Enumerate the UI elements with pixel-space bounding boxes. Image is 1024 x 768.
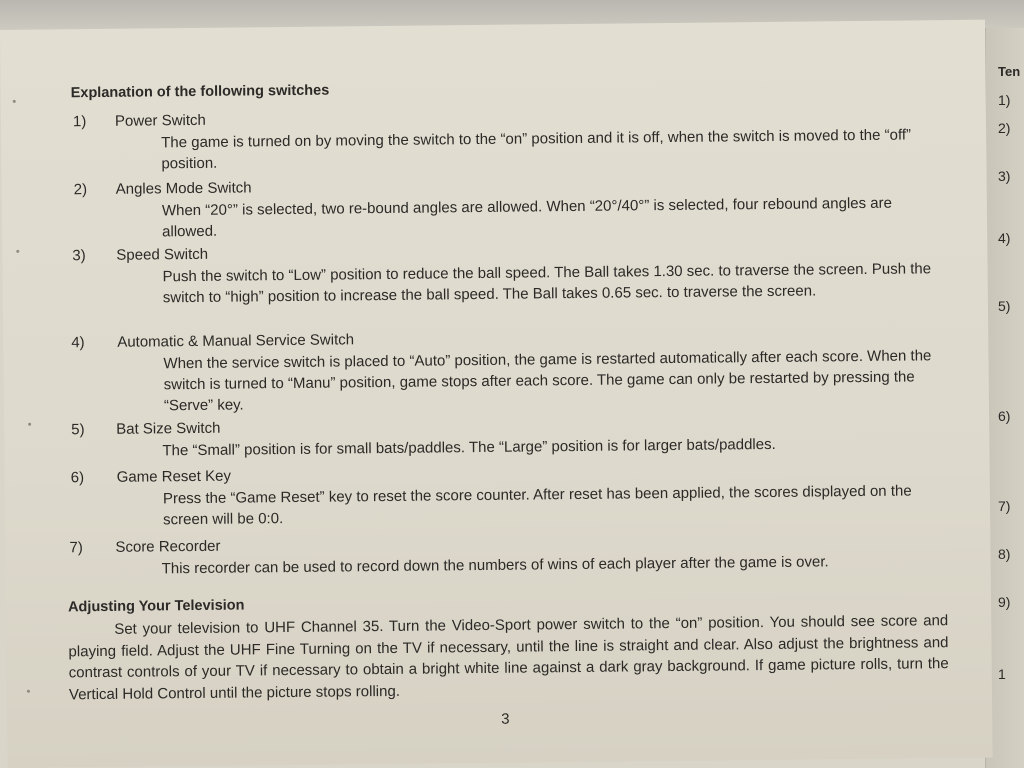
page-speck xyxy=(27,690,30,693)
item-title: Angles Mode Switch xyxy=(115,179,252,198)
section-heading: Explanation of the following switches xyxy=(70,82,330,102)
adjacent-page-number: 6) xyxy=(998,408,1011,424)
adjacent-page-number: 3) xyxy=(998,168,1011,184)
page-speck xyxy=(28,423,31,426)
adjacent-page-number: 2) xyxy=(998,120,1011,136)
item-number: 2) xyxy=(73,181,88,199)
page-number: 3 xyxy=(501,710,510,728)
adjacent-page-number: 4) xyxy=(998,230,1011,246)
item-number: 3) xyxy=(72,247,86,265)
item-number: 1) xyxy=(72,113,87,131)
page-speck xyxy=(13,100,16,103)
item-number: 5) xyxy=(71,421,85,439)
item-title: Speed Switch xyxy=(116,245,209,264)
item-description: This recorder can be used to record down the numbers of wins of each player after the game is over. xyxy=(161,553,829,578)
item-title: Game Reset Key xyxy=(116,467,231,486)
item-description: When “20°” is selected, two re-bound angles are allowed. When “20°/40°” is selected, four rebound angles are allowed. xyxy=(161,194,893,241)
adjacent-page-number: 1) xyxy=(998,92,1011,108)
item-title: Power Switch xyxy=(114,111,206,130)
tv-paragraph: Set your television to UHF Channel 35. Turn the Video-Sport power switch to the “on” position. You should see score and playing field. Adjust the UHF Fine Turning on the TV if necessary, until the line is straight and clear. Also adjust the brightness and contrast controls of your TV if necessary to obtain a bright white line against a dark gray background. If game picture rolls, turn the Vertical Hold Control until the picture stops rolling. xyxy=(68,612,949,703)
item-description: Push the switch to “Low” position to reduce the ball speed. The Ball takes 1.30 sec. to traverse the screen. Push the switch to “high” position to increase the ball speed. The Ball takes 0.65 sec. to traverse the screen. xyxy=(162,260,932,307)
item-description: The “Small” position is for small bats/paddles. The “Large” position is for larger bats/paddles. xyxy=(162,435,776,460)
item-title: Score Recorder xyxy=(115,537,221,556)
item-description: The game is turned on by moving the switch to the “on” position and it is off, when the switch is moved to the “off” position. xyxy=(161,126,912,173)
item-title: Bat Size Switch xyxy=(116,419,221,438)
item-title: Automatic & Manual Service Switch xyxy=(117,331,355,351)
adjacent-page-number: 7) xyxy=(998,498,1011,514)
item-number: 7) xyxy=(69,539,83,557)
item-description: Press the “Game Reset” key to reset the score counter. After reset has been applied, the scores displayed on the screen will be 0:0. xyxy=(162,482,912,529)
adjacent-page-number: 1 xyxy=(998,666,1006,682)
manual-page xyxy=(0,20,993,768)
tv-section-heading: Adjusting Your Television xyxy=(67,597,245,616)
item-number: 6) xyxy=(70,469,85,487)
adjacent-page-number: 9) xyxy=(998,594,1011,610)
page-speck xyxy=(16,250,19,253)
adjacent-page-title: Ten xyxy=(998,64,1021,79)
item-description: When the service switch is placed to “Auto” position, the game is restarted automatically after each score. When the switch is turned to “Manu” position, game stops after each score. The game can only be restarted by pressing the “Serve” key. xyxy=(163,347,932,415)
adjacent-page-number: 5) xyxy=(998,298,1011,314)
adjacent-page-number: 8) xyxy=(998,546,1011,562)
item-number: 4) xyxy=(71,334,85,352)
